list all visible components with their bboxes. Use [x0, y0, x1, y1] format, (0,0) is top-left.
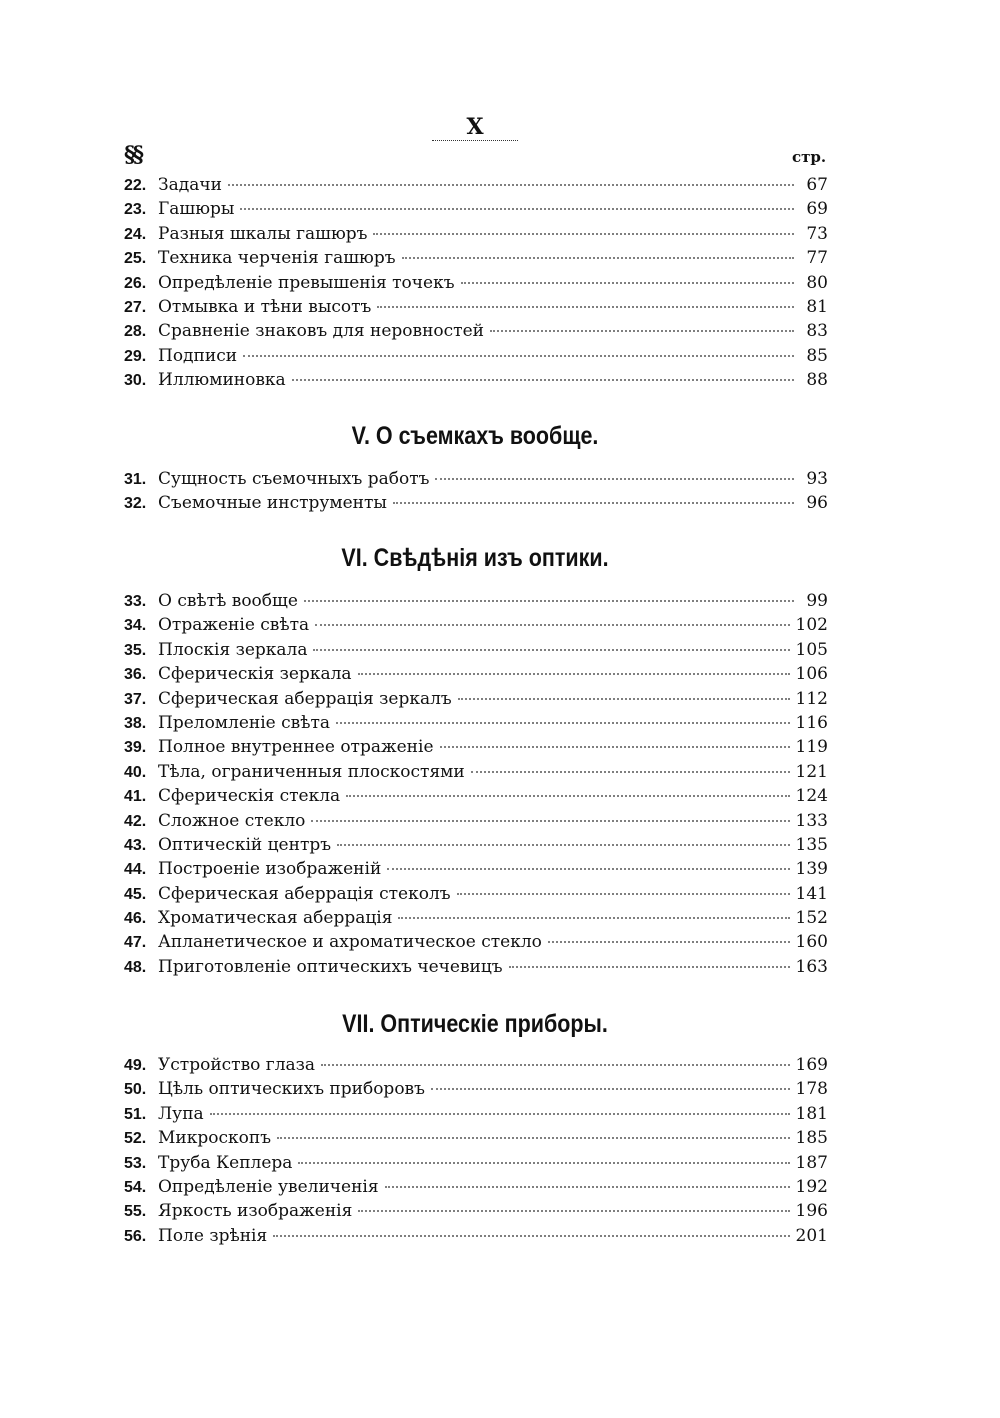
- dot-leader: [402, 243, 794, 259]
- entry-title: Приготовленіе оптическихъ чечевицъ: [158, 956, 503, 977]
- entry-title: Тѣла, ограниченныя плоскостями: [158, 761, 465, 782]
- entry-title: Сущность съемочныхъ работъ: [158, 469, 430, 489]
- section-sign-column-head: §§: [124, 142, 142, 168]
- entry-page: 160: [795, 932, 828, 953]
- entry-title: Микроскопъ: [158, 1128, 272, 1149]
- dot-leader: [435, 464, 794, 480]
- entry-page: 201: [795, 1225, 828, 1246]
- entry-number: 40.: [124, 763, 147, 781]
- entry-page: 80: [806, 272, 828, 293]
- entry-number: 32.: [124, 495, 147, 513]
- entry-page: 196: [795, 1201, 828, 1222]
- entry-number: 36.: [124, 666, 147, 684]
- entry-title: Полное внутреннее отраженіе: [158, 737, 434, 758]
- page-column-head: стр.: [792, 148, 827, 166]
- entry-title: О свѣтѣ вообще: [158, 591, 298, 611]
- dot-leader: [313, 635, 789, 651]
- entry-page: 99: [806, 591, 828, 611]
- entry-page: 141: [795, 883, 828, 904]
- dot-leader: [336, 708, 790, 724]
- dot-leader: [490, 316, 794, 332]
- dot-leader: [228, 170, 794, 186]
- entry-title: Хроматическая аберрація: [158, 908, 393, 929]
- entry-number: 31.: [124, 471, 147, 488]
- entry-page: 163: [795, 956, 828, 977]
- dot-leader: [311, 806, 789, 822]
- entry-number: 55.: [124, 1203, 147, 1221]
- entry-page: 112: [795, 688, 828, 709]
- entry-page: 83: [806, 321, 828, 342]
- entry-number: 43.: [124, 836, 147, 854]
- entry-title: Опредѣленіе превышенія точекъ: [158, 272, 455, 293]
- entry-page: 67: [806, 175, 828, 195]
- entry-page: 135: [795, 834, 828, 855]
- entry-number: 22.: [124, 177, 147, 194]
- entry-number: 51.: [124, 1105, 147, 1123]
- dot-leader: [210, 1099, 790, 1115]
- entry-title: Плоскія зеркала: [158, 639, 308, 660]
- dot-leader: [304, 586, 794, 602]
- dot-leader: [398, 903, 789, 919]
- dot-leader: [548, 927, 790, 943]
- section-heading-v: V. О съемкахъ вообще.: [351, 422, 599, 450]
- entry-title: Сложное стекло: [158, 810, 306, 831]
- toc-entry[interactable]: [124, 1225, 828, 1249]
- entry-number: 41.: [124, 788, 147, 806]
- dot-leader: [393, 488, 794, 504]
- section-heading-vii: VII. Оптическіе приборы.: [342, 1010, 608, 1038]
- entry-number: 47.: [124, 934, 147, 952]
- dot-leader: [358, 1196, 789, 1212]
- entry-title: Труба Кеплера: [158, 1152, 293, 1173]
- entry-page: 77: [806, 248, 828, 269]
- entry-title: Построеніе изображеній: [158, 859, 382, 880]
- entry-page: 119: [795, 737, 828, 758]
- dot-leader: [373, 219, 794, 235]
- entry-number: 29.: [124, 347, 147, 365]
- entry-title: Сферическія зеркала: [158, 664, 352, 685]
- entry-title: Устройство глаза: [158, 1055, 316, 1075]
- entry-title: Задачи: [158, 175, 222, 195]
- entry-number: 39.: [124, 739, 147, 757]
- toc-list-section-vii: [124, 1054, 828, 1249]
- entry-number: 56.: [124, 1227, 147, 1245]
- entry-title: Сравненіе знаковъ для неровностей: [158, 321, 484, 342]
- dot-leader: [243, 341, 794, 357]
- toc-entry[interactable]: [124, 956, 828, 980]
- entry-number: 26.: [124, 274, 147, 292]
- dot-leader: [461, 268, 794, 284]
- entry-number: 46.: [124, 910, 147, 928]
- entry-number: 23.: [124, 201, 147, 219]
- dot-leader: [358, 659, 790, 675]
- toc-list-section-vi: [124, 590, 828, 980]
- entry-page: 192: [795, 1176, 828, 1197]
- dot-leader: [321, 1050, 790, 1066]
- entry-page: 169: [795, 1055, 828, 1075]
- entry-title: Лупа: [158, 1103, 204, 1124]
- entry-number: 49.: [124, 1057, 147, 1074]
- toc-list-section-v: [124, 468, 828, 517]
- entry-title: Сферическая аберрація зеркалъ: [158, 688, 452, 709]
- entry-number: 54.: [124, 1178, 147, 1196]
- entry-title: Отраженіе свѣта: [158, 615, 310, 636]
- entry-number: 27.: [124, 298, 147, 316]
- entry-number: 44.: [124, 861, 147, 879]
- page-number-dotted-rule: [432, 140, 518, 141]
- entry-number: 33.: [124, 593, 147, 610]
- entry-page: 73: [806, 223, 828, 244]
- entry-number: 52.: [124, 1130, 147, 1148]
- entry-page: 88: [806, 370, 828, 391]
- entry-title: Разныя шкалы гашюръ: [158, 223, 368, 244]
- entry-title: Цѣль оптическихъ приборовъ: [158, 1079, 425, 1100]
- dot-leader: [458, 684, 790, 700]
- entry-page: 187: [795, 1152, 828, 1173]
- entry-page: 152: [795, 908, 828, 929]
- dot-leader: [277, 1123, 790, 1139]
- entry-page: 133: [795, 810, 828, 831]
- entry-title: Подписи: [158, 345, 238, 366]
- dot-leader: [457, 879, 790, 895]
- dot-leader: [273, 1221, 789, 1237]
- dot-leader: [337, 830, 790, 846]
- entry-page: 181: [795, 1103, 828, 1124]
- entry-title: Техника черченія гашюръ: [158, 248, 396, 269]
- entry-page: 96: [806, 493, 828, 514]
- entry-page: 121: [795, 761, 828, 782]
- entry-number: 37.: [124, 690, 147, 708]
- entry-number: 34.: [124, 617, 147, 635]
- toc-entry[interactable]: [124, 369, 828, 393]
- entry-page: 93: [806, 469, 828, 489]
- entry-title: Поле зрѣнія: [158, 1225, 268, 1246]
- entry-page: 124: [795, 786, 828, 807]
- toc-list-continued: [124, 174, 828, 394]
- entry-title: Преломленіе свѣта: [158, 712, 331, 733]
- entry-number: 38.: [124, 714, 147, 732]
- dot-leader: [298, 1148, 789, 1164]
- entry-page: 116: [795, 712, 828, 733]
- section-heading-vi: VI. Свѣдѣнія изъ оптики.: [341, 544, 609, 572]
- entry-number: 45.: [124, 885, 147, 903]
- dot-leader: [377, 292, 794, 308]
- entry-page: 139: [795, 859, 828, 880]
- entry-title: Съемочные инструменты: [158, 493, 387, 514]
- entry-number: 48.: [124, 958, 147, 976]
- entry-title: Опредѣленіе увеличенія: [158, 1176, 379, 1197]
- entry-title: Оптическій центръ: [158, 834, 332, 855]
- dot-leader: [440, 732, 790, 748]
- entry-number: 35.: [124, 641, 147, 659]
- dot-leader: [471, 757, 790, 773]
- entry-page: 106: [795, 664, 828, 685]
- entry-page: 69: [806, 199, 828, 220]
- entry-page: 85: [806, 345, 828, 366]
- entry-number: 50.: [124, 1081, 147, 1099]
- dot-leader: [509, 952, 790, 968]
- entry-title: Сферическія стекла: [158, 786, 341, 807]
- dot-leader: [240, 194, 794, 210]
- dot-leader: [385, 1172, 790, 1188]
- dot-leader: [292, 365, 794, 381]
- entry-page: 105: [795, 639, 828, 660]
- entry-title: Яркость изображенія: [158, 1201, 353, 1222]
- dot-leader: [346, 781, 789, 797]
- entry-title: Отмывка и тѣни высотъ: [158, 296, 372, 317]
- entry-title: Гашюры: [158, 199, 235, 220]
- entry-title: Апланетическое и ахроматическое стекло: [158, 932, 542, 953]
- entry-page: 81: [806, 296, 828, 317]
- page-number: X: [466, 114, 484, 140]
- entry-title: Сферическая аберрація стеколъ: [158, 883, 451, 904]
- entry-page: 178: [795, 1079, 828, 1100]
- entry-page: 185: [795, 1128, 828, 1149]
- dot-leader: [315, 610, 789, 626]
- entry-number: 28.: [124, 323, 147, 341]
- entry-page: 102: [795, 615, 828, 636]
- entry-number: 25.: [124, 250, 147, 268]
- entry-number: 53.: [124, 1154, 147, 1172]
- dot-leader: [431, 1074, 790, 1090]
- entry-title: Иллюминовка: [158, 370, 286, 391]
- dot-leader: [387, 854, 789, 870]
- entry-number: 24.: [124, 225, 147, 243]
- toc-entry[interactable]: [124, 492, 828, 516]
- entry-number: 30.: [124, 372, 147, 390]
- entry-number: 42.: [124, 812, 147, 830]
